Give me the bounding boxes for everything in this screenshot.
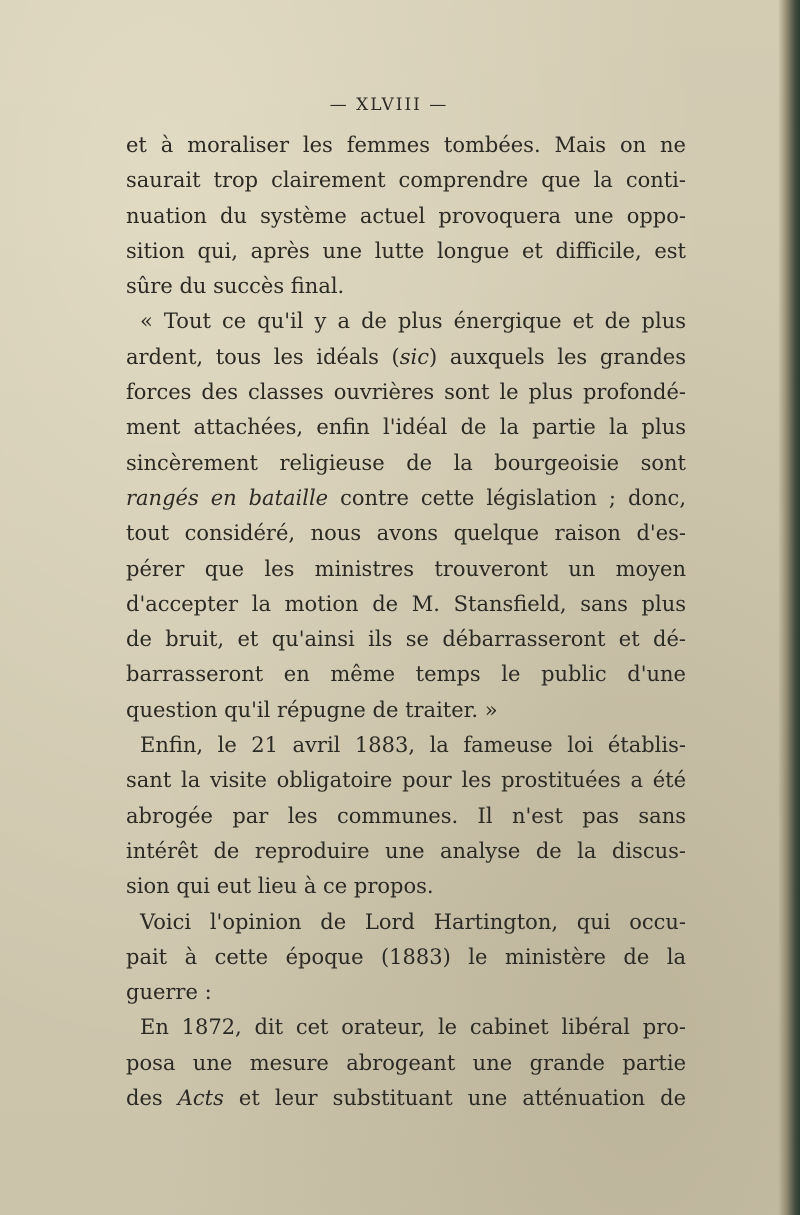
text-line: sition qui, après une lutte longue et difficile, est bbox=[126, 238, 686, 263]
text-line: sant la visite obligatoire pour les prostituées a été bbox=[126, 768, 686, 793]
text-line: saurait trop clairement comprendre que la conti- bbox=[126, 168, 686, 193]
text-line: « Tout ce qu'il y a de plus énergique et de plus bbox=[140, 309, 686, 334]
text-line: nuation du système actuel provoquera une oppo- bbox=[126, 203, 686, 228]
text-line: intérêt de reproduire une analyse de la discus- bbox=[126, 838, 686, 863]
text-line: et à moraliser les femmes tombées. Mais on ne bbox=[126, 133, 686, 157]
page-header-roman-numeral: — XLVIII — bbox=[329, 95, 449, 115]
text-line: tout considéré, nous avons quelque raison d'es- bbox=[126, 521, 686, 546]
text-line: sûre du succès final. bbox=[126, 274, 345, 299]
text-line: d'accepter la motion de M. Stansfield, sans plus bbox=[126, 591, 686, 616]
text-line: rangés en bataille contre cette législation ; donc, bbox=[126, 485, 686, 510]
text-line: abrogée par les communes. Il n'est pas sans bbox=[126, 803, 686, 828]
body-text bbox=[126, 128, 686, 1116]
text-line: Enfin, le 21 avril 1883, la fameuse loi établis- bbox=[140, 733, 686, 758]
text-line: Voici l'opinion de Lord Hartington, qui occu- bbox=[140, 909, 686, 934]
text-line: ardent, tous les idéals (sic) auxquels les grandes bbox=[126, 344, 686, 369]
text-line: pérer que les ministres trouveront un moyen bbox=[126, 556, 686, 581]
text-line: ment attachées, enfin l'idéal de la partie la plus bbox=[126, 415, 686, 440]
text-line: forces des classes ouvrières sont le plus profondé- bbox=[126, 380, 686, 405]
text-line: de bruit, et qu'ainsi ils se débarrasseront et dé- bbox=[126, 627, 686, 652]
text-line: pait à cette époque (1883) le ministère de la bbox=[126, 944, 686, 969]
text-line: posa une mesure abrogeant une grande partie bbox=[126, 1050, 686, 1075]
text-line: question qu'il répugne de traiter. » bbox=[126, 697, 498, 722]
text-line: barrasseront en même temps le public d'une bbox=[126, 662, 686, 687]
text-line: des Acts et leur substituant une atténuation de bbox=[126, 1086, 686, 1111]
text-line: sion qui eut lieu à ce propos. bbox=[126, 874, 434, 899]
text-line: guerre : bbox=[126, 980, 212, 1005]
text-line: En 1872, dit cet orateur, le cabinet libéral pro- bbox=[140, 1015, 686, 1040]
text-line: sincèrement religieuse de la bourgeoisie sont bbox=[126, 450, 686, 475]
page-edge-shadow bbox=[778, 0, 800, 1215]
